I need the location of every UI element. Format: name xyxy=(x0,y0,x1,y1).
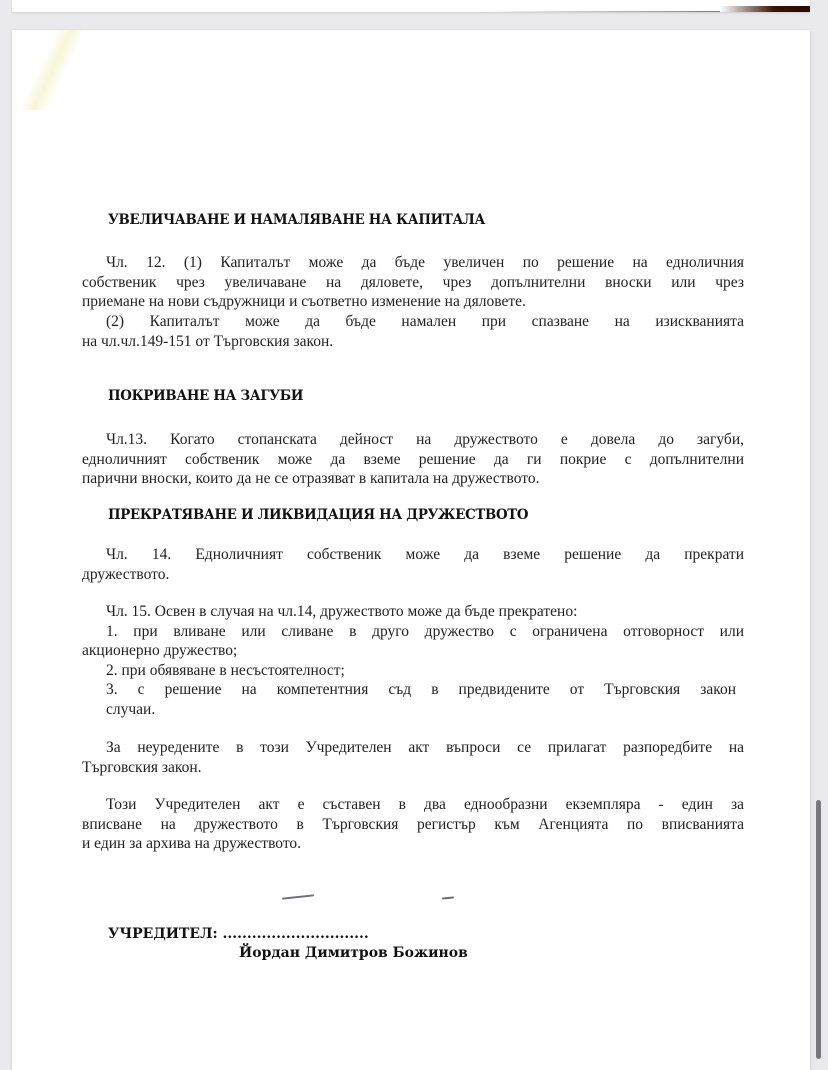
text-line: Чл. 15. Освен в случая на чл.14, дружеството може да бъде прекратено: xyxy=(106,603,578,620)
previous-page-edge xyxy=(12,0,810,12)
text-line: Този Учредителен акт е съставен в два еднообразни екземпляра - един за xyxy=(106,796,744,813)
signature-stroke xyxy=(282,894,314,899)
scrollbar-thumb[interactable] xyxy=(816,800,821,1059)
section-heading-capital: УВЕЛИЧАВАНЕ И НАМАЛЯВАНЕ НА КАПИТАЛА xyxy=(108,212,486,228)
text-line: Чл.13. Когато стопанската дейност на дружеството е довела до загуби, xyxy=(106,431,744,448)
text-line: Търговския закон. xyxy=(82,758,202,776)
page-edge-shadow xyxy=(720,6,810,12)
paragraph-art14 xyxy=(82,545,744,584)
text-line: парични вноски, които да не се отразяват в капитала на дружеството. xyxy=(82,470,540,487)
text-line: акционерно дружество; xyxy=(82,642,238,659)
signature-stroke xyxy=(442,896,454,899)
text-line: случаи. xyxy=(106,700,156,718)
text-line: 3. с решение на компетентния съд в предвидените от Търговския закон xyxy=(106,681,736,698)
paragraph-copies xyxy=(82,795,744,854)
paragraph-art12-2 xyxy=(82,312,744,351)
text-line: Чл. 12. (1) Капиталът може да бъде увеличен по решение на едноличния xyxy=(106,254,744,271)
text-line: Чл. 14. Едноличният собственик може да вземе решение да прекрати xyxy=(106,546,744,563)
paper-fold-mark xyxy=(22,30,82,110)
text-line: приемане на нови съдружници и съответно изменение на дяловете. xyxy=(82,293,526,310)
text-line: собственик чрез увеличаване на дяловете, чрез допълнителни вноски или чрез xyxy=(82,273,744,291)
founder-signature-line: УЧРЕДИТЕЛ: .............................. xyxy=(108,926,369,942)
text-line: и един за архива на дружеството. xyxy=(82,835,302,852)
text-line: едноличният собственик може да вземе решение да ги покрие с допълнителни xyxy=(82,450,744,468)
founder-name: Йордан Димитров Божинов xyxy=(239,945,468,961)
text-line: дружеството. xyxy=(82,565,170,583)
document-page xyxy=(12,30,810,1070)
section-heading-losses: ПОКРИВАНЕ НА ЗАГУБИ xyxy=(108,388,304,404)
paragraph-unregulated-matters xyxy=(82,738,744,777)
text-line: 1. при вливане или сливане в друго дружество с ограничена отговорност или xyxy=(106,622,744,640)
paragraph-art13 xyxy=(82,430,744,489)
section-heading-termination: ПРЕКРАТЯВАНЕ И ЛИКВИДАЦИЯ НА ДРУЖЕСТВОТО xyxy=(108,507,529,523)
text-line: 2. при обявяване в несъстоятелност; xyxy=(106,661,345,679)
paragraph-art15 xyxy=(82,602,744,719)
text-line: (2) Капиталът може да бъде намален при спазване на изискванията xyxy=(106,313,744,330)
text-line: За неуредените в този Учредителен акт въпроси се прилагат разпоредбите на xyxy=(106,739,744,756)
page-edge-shadow xyxy=(480,11,720,12)
text-line: вписване на дружеството в Търговския регистър към Агенцията по вписванията xyxy=(82,815,744,833)
text-line: на чл.чл.149-151 от Търговския закон. xyxy=(82,332,334,350)
paragraph-art12-1 xyxy=(82,253,744,312)
